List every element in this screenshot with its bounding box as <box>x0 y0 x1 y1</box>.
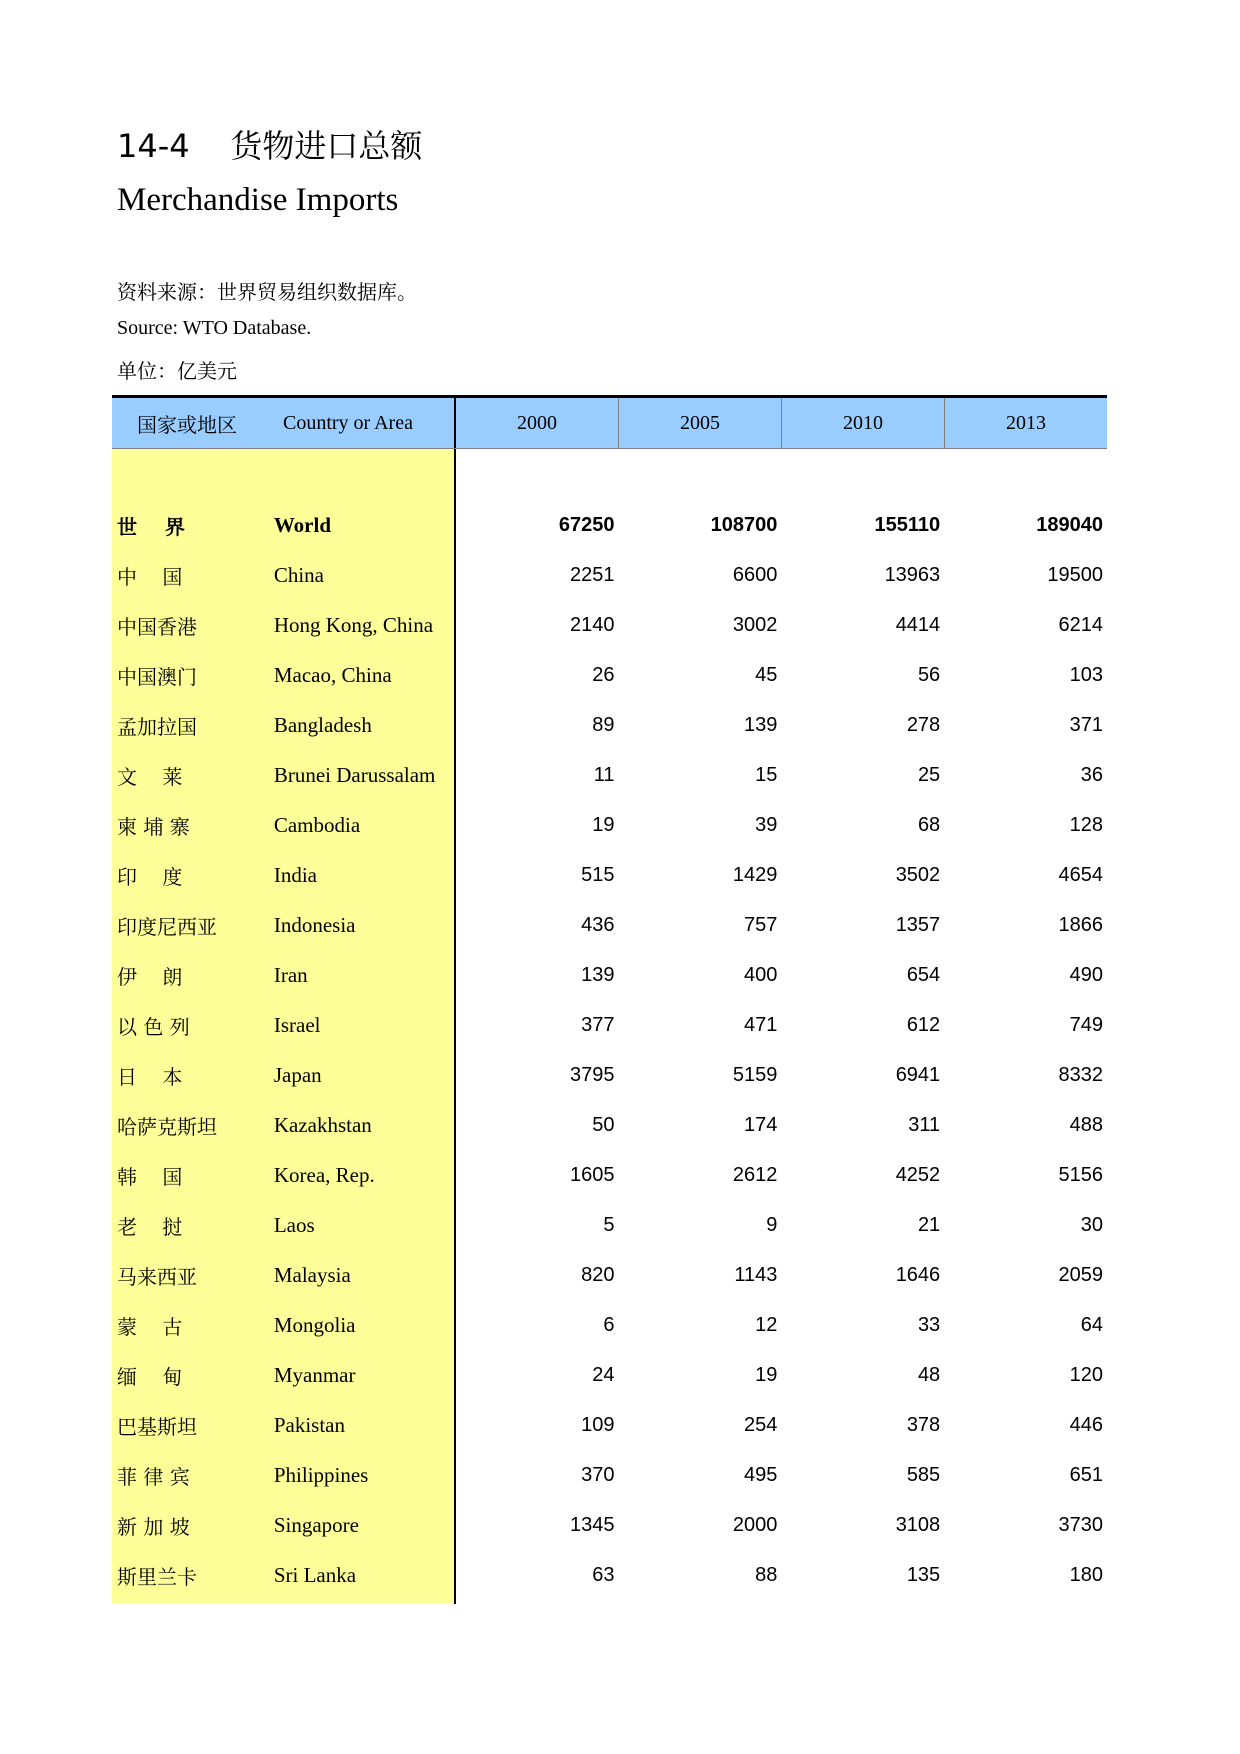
header-country-en: Country or Area <box>242 398 456 448</box>
import-value-cell: 1866 <box>1058 913 1104 936</box>
table-row <box>112 650 1107 700</box>
country-name-en: Bangladesh <box>273 712 372 737</box>
header-year: 2010 <box>782 398 945 448</box>
country-name-en: Pakistan <box>273 1412 346 1437</box>
import-value-cell: 446 <box>1069 1413 1104 1436</box>
import-value-cell: 1357 <box>895 913 941 936</box>
unit-label: 单位：亿美元 <box>117 359 237 383</box>
import-value-cell: 6 <box>603 1313 615 1336</box>
import-value-cell: 39 <box>755 813 778 836</box>
country-name-cn: 柬 埔 寨 <box>117 814 190 839</box>
country-name-cn: 伊 朗 <box>117 964 183 989</box>
table-header <box>112 395 1107 449</box>
country-name-en: Laos <box>273 1212 315 1237</box>
import-value-cell: 3730 <box>1058 1513 1104 1536</box>
header-year: 2000 <box>456 398 619 448</box>
country-name-cn: 世 界 <box>117 514 185 539</box>
import-value-cell: 436 <box>581 913 615 936</box>
import-value-cell: 15 <box>755 763 778 786</box>
country-name-en: Indonesia <box>273 912 356 937</box>
country-name-cn: 以 色 列 <box>117 1014 190 1039</box>
country-name-cn: 老 挝 <box>117 1214 183 1239</box>
table-row <box>112 1250 1107 1300</box>
import-value-cell: 612 <box>906 1013 941 1036</box>
import-value-cell: 12 <box>755 1313 778 1336</box>
import-value-cell: 8332 <box>1058 1063 1104 1086</box>
country-name-en: Sri Lanka <box>273 1562 357 1587</box>
import-value-cell: 757 <box>743 913 778 936</box>
import-value-cell: 108700 <box>710 513 778 536</box>
table-row <box>112 1300 1107 1350</box>
import-value-cell: 26 <box>592 663 615 686</box>
import-value-cell: 2059 <box>1058 1263 1104 1286</box>
import-value-cell: 9 <box>766 1213 778 1236</box>
import-value-cell: 2000 <box>732 1513 778 1536</box>
import-value-cell: 377 <box>581 1013 615 1036</box>
import-value-cell: 19 <box>592 813 615 836</box>
import-value-cell: 19500 <box>1047 563 1104 586</box>
table-row <box>112 550 1107 600</box>
country-name-en: Hong Kong, China <box>273 612 434 637</box>
import-value-cell: 25 <box>917 763 941 786</box>
country-name-cn: 日 本 <box>117 1064 183 1089</box>
header-year: 2013 <box>1006 411 1046 434</box>
table-row <box>112 1550 1107 1600</box>
country-name-cn: 马来西亚 <box>117 1264 197 1289</box>
country-name-cn: 中国澳门 <box>117 664 197 689</box>
table-row <box>112 800 1107 850</box>
country-name-cn: 蒙 古 <box>117 1314 183 1339</box>
country-name-cn: 孟加拉国 <box>117 714 197 739</box>
import-value-cell: 1143 <box>734 1263 778 1286</box>
import-value-cell: 56 <box>917 663 941 686</box>
country-name-cn: 菲 律 宾 <box>117 1464 190 1489</box>
import-value-cell: 585 <box>906 1463 941 1486</box>
import-value-cell: 370 <box>581 1463 615 1486</box>
import-value-cell: 371 <box>1069 713 1104 736</box>
table-row <box>112 900 1107 950</box>
table-number: 14-4 <box>117 127 190 165</box>
import-value-cell: 515 <box>581 863 615 886</box>
table-row <box>112 850 1107 900</box>
import-value-cell: 174 <box>743 1113 778 1136</box>
import-value-cell: 33 <box>917 1313 941 1336</box>
country-name-cn: 印度尼西亚 <box>117 914 217 939</box>
country-name-en: Malaysia <box>273 1262 351 1287</box>
country-name-en: Macao, China <box>273 662 392 687</box>
import-value-cell: 278 <box>906 713 941 736</box>
import-value-cell: 400 <box>743 963 778 986</box>
import-value-cell: 128 <box>1069 813 1104 836</box>
import-value-cell: 30 <box>1080 1213 1104 1236</box>
import-value-cell: 378 <box>906 1413 941 1436</box>
table-row <box>112 950 1107 1000</box>
country-name-en: Cambodia <box>273 812 361 837</box>
import-value-cell: 109 <box>581 1413 615 1436</box>
country-name-en: Singapore <box>273 1512 359 1537</box>
import-value-cell: 50 <box>592 1113 615 1136</box>
import-value-cell: 120 <box>1069 1363 1104 1386</box>
import-value-cell: 3108 <box>895 1513 941 1536</box>
country-name-cn: 文 莱 <box>117 764 183 789</box>
country-name-en: Philippines <box>273 1462 369 1487</box>
source-cn: 资料来源：世界贸易组织数据库。 <box>117 280 417 304</box>
import-value-cell: 1605 <box>570 1163 615 1186</box>
import-value-cell: 311 <box>908 1113 941 1136</box>
import-value-cell: 1646 <box>895 1263 941 1286</box>
import-value-cell: 651 <box>1069 1463 1104 1486</box>
country-name-en: China <box>273 562 325 587</box>
import-value-cell: 5156 <box>1058 1163 1104 1186</box>
import-value-cell: 5 <box>603 1213 615 1236</box>
import-value-cell: 4654 <box>1058 863 1104 886</box>
table-row <box>112 1050 1107 1100</box>
import-value-cell: 749 <box>1069 1013 1104 1036</box>
import-value-cell: 67250 <box>558 513 615 536</box>
import-value-cell: 13963 <box>884 563 941 586</box>
table-row <box>112 500 1107 550</box>
import-value-cell: 189040 <box>1036 513 1104 536</box>
country-name-en: Israel <box>273 1012 321 1037</box>
country-name-en: Brunei Darussalam <box>273 762 436 787</box>
import-value-cell: 2251 <box>570 563 615 586</box>
import-value-cell: 1345 <box>570 1513 615 1536</box>
source-en: Source: WTO Database. <box>117 317 312 339</box>
import-value-cell: 1429 <box>732 863 778 886</box>
import-value-cell: 5159 <box>732 1063 778 1086</box>
import-value-cell: 135 <box>906 1563 941 1586</box>
import-value-cell: 103 <box>1069 663 1104 686</box>
country-name-cn: 哈萨克斯坦 <box>117 1114 217 1139</box>
import-value-cell: 64 <box>1080 1313 1104 1336</box>
country-name-cn: 巴基斯坦 <box>117 1414 197 1439</box>
import-value-cell: 48 <box>917 1363 941 1386</box>
table-row <box>112 600 1107 650</box>
header-country-cn: 国家或地区 <box>137 412 237 437</box>
import-value-cell: 139 <box>581 963 615 986</box>
import-value-cell: 155110 <box>874 513 941 536</box>
import-value-cell: 6214 <box>1058 613 1104 636</box>
table-row <box>112 1350 1107 1400</box>
import-value-cell: 490 <box>1069 963 1104 986</box>
table-body <box>112 449 1107 1600</box>
table-row <box>112 700 1107 750</box>
import-value-cell: 68 <box>917 813 941 836</box>
import-value-cell: 471 <box>743 1013 778 1036</box>
import-value-cell: 254 <box>743 1413 778 1436</box>
country-name-cn: 斯里兰卡 <box>117 1564 197 1589</box>
import-value-cell: 139 <box>743 713 778 736</box>
country-name-en: Korea, Rep. <box>273 1162 375 1187</box>
import-value-cell: 6941 <box>895 1063 941 1086</box>
table-row <box>112 1400 1107 1450</box>
country-name-cn: 缅 甸 <box>117 1364 183 1389</box>
table-row <box>112 750 1107 800</box>
import-value-cell: 820 <box>581 1263 615 1286</box>
country-name-en: Japan <box>273 1062 322 1087</box>
import-value-cell: 495 <box>743 1463 778 1486</box>
page-title-cn <box>117 126 422 166</box>
table-row <box>112 1000 1107 1050</box>
import-value-cell: 4414 <box>895 613 941 636</box>
title-cn-text: 货物进口总额 <box>230 127 423 165</box>
country-name-cn: 印 度 <box>117 864 183 889</box>
import-value-cell: 89 <box>592 713 615 736</box>
page-title-en: Merchandise Imports <box>117 182 399 218</box>
country-name-en: Iran <box>273 962 308 987</box>
import-value-cell: 3502 <box>895 863 941 886</box>
table-row <box>112 1500 1107 1550</box>
country-name-en: Kazakhstan <box>273 1112 372 1137</box>
country-name-cn: 新 加 坡 <box>117 1514 190 1539</box>
import-value-cell: 654 <box>906 963 941 986</box>
import-value-cell: 24 <box>592 1363 615 1386</box>
import-value-cell: 180 <box>1069 1563 1104 1586</box>
import-value-cell: 63 <box>592 1563 615 1586</box>
country-name-cn: 中 国 <box>117 564 183 589</box>
header-year: 2005 <box>619 398 782 448</box>
import-value-cell: 21 <box>917 1213 941 1236</box>
table-row <box>112 1200 1107 1250</box>
table-row <box>112 1450 1107 1500</box>
table-row <box>112 1100 1107 1150</box>
table-row <box>112 1150 1107 1200</box>
country-name-cn: 中国香港 <box>117 614 197 639</box>
import-value-cell: 4252 <box>895 1163 941 1186</box>
country-name-en: Myanmar <box>273 1362 356 1387</box>
import-value-cell: 3002 <box>732 613 778 636</box>
country-name-cn: 韩 国 <box>117 1164 183 1189</box>
import-value-cell: 2612 <box>732 1163 778 1186</box>
imports-table <box>112 395 1107 1600</box>
import-value-cell: 88 <box>755 1563 778 1586</box>
import-value-cell: 19 <box>755 1363 778 1386</box>
import-value-cell: 2140 <box>570 613 615 636</box>
country-name-en: Mongolia <box>273 1312 356 1337</box>
import-value-cell: 36 <box>1080 763 1104 786</box>
country-name-en: World <box>273 512 332 537</box>
import-value-cell: 3795 <box>570 1063 615 1086</box>
import-value-cell: 6600 <box>732 563 778 586</box>
country-name-en: India <box>273 862 317 887</box>
import-value-cell: 45 <box>755 663 778 686</box>
import-value-cell: 488 <box>1069 1113 1104 1136</box>
import-value-cell: 11 <box>593 763 615 786</box>
